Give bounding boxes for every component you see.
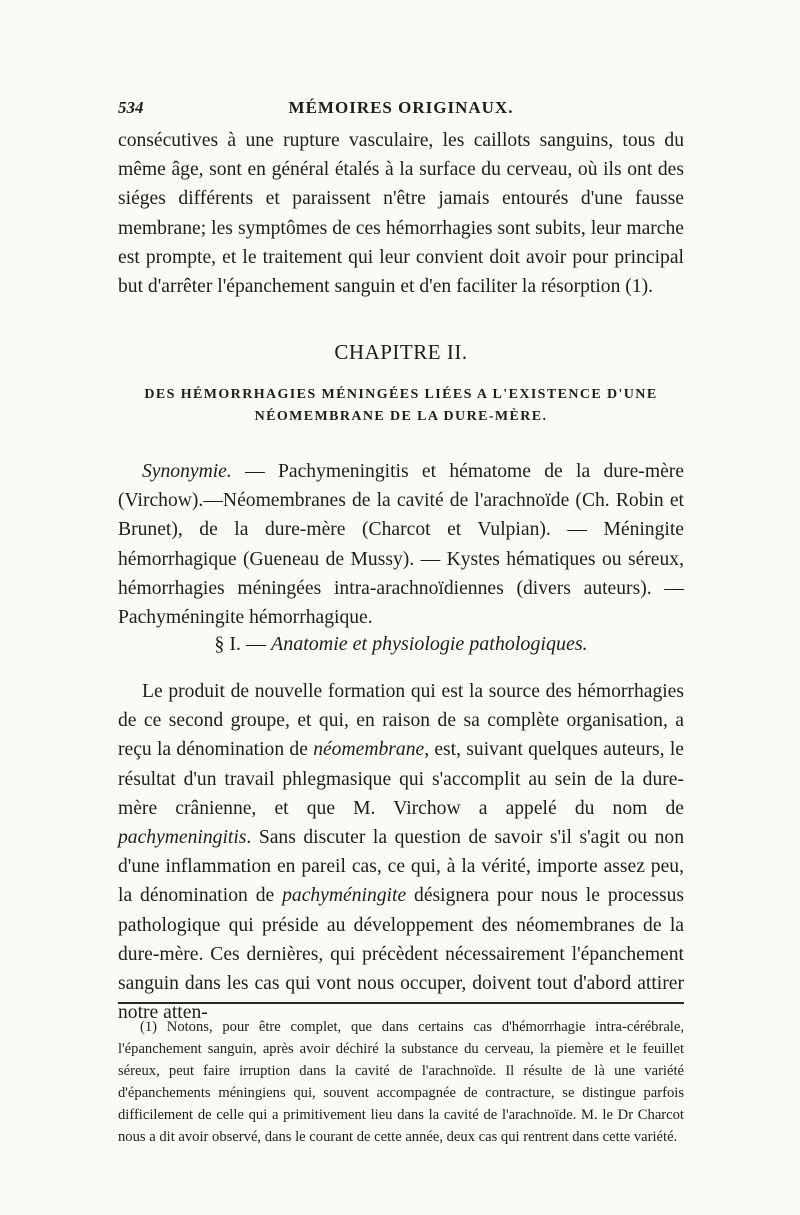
term-pachymeningite: pachyméningite (282, 885, 407, 907)
chapter-subtitle: DES HÉMORRHAGIES MÉNINGÉES LIÉES A L'EXISTENCE D'UNE NÉOMEMBRANE DE LA DURE-MÈRE. (144, 387, 658, 424)
page-number: 534 (118, 98, 144, 117)
section-heading (118, 630, 684, 658)
term-neomembrane: néomembrane (313, 739, 425, 761)
main-paragraph (118, 677, 684, 1027)
footnote-divider (118, 1002, 684, 1004)
main-text-4: désignera pour nous le processus pathologique qui préside au développement des néomembranes de la dure-mère. Ces dernières, qui précèdent nécessairement l'épanchement sanguin dans les cas qui vont nous occuper, doivent tout d'abord attirer notre atten- (118, 885, 684, 1024)
term-pachymeningitis: pachymeningitis (118, 827, 247, 849)
synonymy-text: — Pachymeningitis et hématome de la dure-mère (Virchow).—Néomembranes de la cavité de l'arachnoïde (Ch. Robin et Brunet), de la dure-mère (Charcot et Vulpian). — Méningite hémorrhagique (Gueneau de Mussy). — Kystes hématiques ou séreux, hémorrhagies méningées intra-arachnoïdiennes (divers auteurs). — Pachyméningite hémorrhagique. (118, 461, 684, 629)
synonymy-label: Synonymie. (142, 461, 232, 482)
footnote: (1) Notons, pour être complet, que dans certains cas d'hémorrhagie intra-cérébrale, l'épanchement sanguin, après avoir déchiré la substance du cerveau, la piemère et le feuillet séreux, peut faire irruption dans la cavité de l'arachnoïde. Il résulte de là une variété d'épanchements méningiens qui, souvent accompagnée de contracture, se distingue parfois difficilement de celle qui a primitivement lieu dans la cavité de l'arachnoïde. M. le Dr Charcot nous a dit avoir observé, dans le courant de cette année, deux cas qui rentrent dans cette variété. (118, 1019, 684, 1145)
main-text-2: , est, suivant quelques auteurs, le résultat d'un travail phlegmasique qui s'accomplit au sein de la dure-mère crânienne, et que M. Virchow a appelé du nom de (118, 739, 684, 819)
top-paragraph: consécutives à une rupture vasculaire, les caillots sanguins, tous du même âge, sont en général étalés à la surface du cerveau, où ils ont des siéges différents et paraissent n'être jamais entourés d'une fausse membrane; les symptômes de ces hémorrhagies sont subits, leur marche est prompte, et le traitement qui leur convient doit avoir pour principal but d'arrêter l'épanchement sanguin et d'en faciliter la résorption (1). (118, 130, 684, 298)
page-header (118, 98, 684, 124)
section-number: § I. — (214, 633, 272, 655)
main-text-3: . Sans discuter la question de savoir s'il s'agit ou non d'une inflammation en pareil cas, ce qui, à la vérité, importe assez peu, la dénomination de (118, 827, 684, 907)
section-title: Anatomie et physiologie pathologiques. (271, 633, 588, 655)
chapter-title: CHAPITRE II. (334, 340, 468, 364)
main-text-1: Le produit de nouvelle formation qui est la source des hémorrhagies de ce second groupe, et qui, en raison de sa complète organisation, a reçu la dénomination de (118, 681, 684, 761)
synonymy-paragraph (118, 457, 684, 632)
running-title: MÉMOIRES ORIGINAUX. (288, 98, 514, 117)
